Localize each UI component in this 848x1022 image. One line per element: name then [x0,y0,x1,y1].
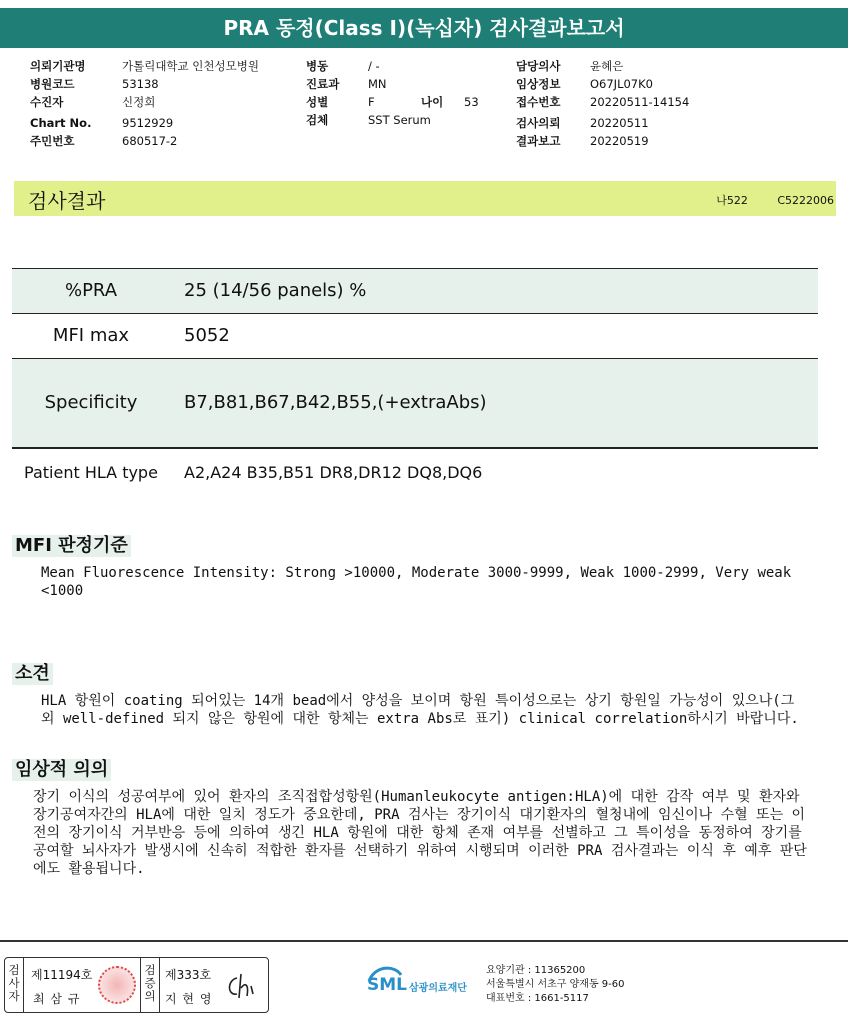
label-id-number: 주민번호 [30,134,75,148]
results-code-1: 나522 [716,194,748,207]
value-department: MN [368,77,387,91]
label-clinical-info: 임상정보 [516,77,561,91]
label-test-request: 검사의뢰 [516,116,561,130]
label-requester: 의뢰기관명 [30,59,86,73]
signature-icon [223,970,263,1002]
findings-heading: 소견 [12,663,53,685]
table-row [12,268,818,313]
row-key-specificity: Specificity [44,392,138,413]
info-line-2: 서울특별시 서초구 양재동 9-60 [486,979,625,990]
value-result-report: 20220519 [590,134,649,148]
header-values-col1 [122,57,302,150]
row-key-mfi: MFI max [52,325,130,346]
divider [159,958,160,1012]
value-specimen: SST Serum [368,113,431,127]
value-sex: F [368,95,375,109]
label-receipt-number: 접수번호 [516,95,561,109]
label-ward: 병동 [306,59,329,73]
signer1-name: 최 삼 규 [33,992,81,1006]
results-code-2: C5222006 [777,194,834,207]
table-row [12,313,818,358]
signer2-number: 제333호 [165,968,212,982]
report-title: PRA 동정(Class I)(녹십자) 검사결과보고서 [0,8,848,48]
value-clinical-info: O67JL07K0 [590,77,653,91]
value-age: 53 [464,95,479,109]
label-chart-no: Chart No. [30,116,92,130]
value-chart-no: 9512929 [122,116,174,130]
label-hospital-code: 병원코드 [30,77,75,91]
foundation-name: 삼광의료재단 [409,983,467,994]
signer1-number: 제11194호 [31,968,93,982]
signer2-name: 지 현 영 [165,992,213,1006]
info-line-1: 요양기관 : 11365200 [486,965,586,976]
seal-stamp-icon [98,966,136,1004]
value-requester: 가톨릭대학교 인천성모병원 [122,59,259,73]
results-codes [690,192,834,208]
results-band [14,181,836,216]
signature-box [4,957,269,1013]
results-heading: 검사결과 [28,189,106,213]
row-value-mfi: 5052 [184,325,230,346]
label-result-report: 결과보고 [516,134,561,148]
value-ward: / - [368,59,380,73]
mfi-heading: MFI 판정기준 [12,535,131,557]
row-key-pra: %PRA [64,280,118,301]
footer-divider [0,940,848,942]
value-test-request: 20220511 [590,116,649,130]
label-doctor: 담당의사 [516,59,561,73]
mfi-text: Mean Fluorescence Intensity: Strong >10000, Moderate 3000-9999, Weak 1000-2999, Very weak <1000 [41,565,800,599]
table-row [12,447,818,499]
value-hospital-code: 53138 [122,77,159,91]
divider [23,958,24,1012]
label-specimen: 검체 [306,113,329,127]
row-value-pra: 25 (14/56 panels) % [184,280,367,301]
divider [140,958,141,1012]
sml-logo-text: SML [367,975,407,995]
label-department: 진료과 [306,77,340,91]
value-doctor: 윤혜은 [590,59,624,73]
label-patient: 수진자 [30,95,64,109]
institution-info [486,964,625,1006]
table-row [12,358,818,447]
value-patient: 신정희 [122,95,156,109]
value-receipt-number: 20220511-14154 [590,95,690,109]
sml-logo [365,963,480,1003]
signer2-role: 검증의 [144,963,156,1003]
label-age: 나이 [421,95,444,109]
value-id-number: 680517-2 [122,134,178,148]
info-line-3: 대표번호 : 1661-5117 [486,993,589,1004]
row-key-hla: Patient HLA type [24,463,158,482]
results-table [12,268,818,499]
row-value-hla: A2,A24 B35,B51 DR8,DR12 DQ8,DQ6 [184,463,483,482]
clinical-text: 장기 이식의 성공여부에 있어 환자의 조직접합성항원(Humanleukocyte antigen:HLA)에 대한 감작 여부 및 환자와 장기공여자간의 HLA에 대한 일치 정도가 중요한데, PRA 검사는 장기이식 대기환자의 혈청내에 임신이나 수혈 또는 이전의 장기이식 거부반응 등에 의하여 생긴 HLA 항원에 대한 항체 존재 여부를 선별하고 그 특이성을 동정하여 장기를 공여할 뇌사자가 발생시에 신속히 적합한 환자를 선택하기 위하여 시행되며 이러한 PRA 검사결과는 이식 후 예후 판단에도 활용됩니다. [33,789,811,877]
findings-text: HLA 항원이 coating 되어있는 14개 bead에서 양성을 보이며 항원 특이성으로는 상기 항원일 가능성이 있으나(그 외 well-defined 되지 않은 항원에 대한 항체는 extra Abs로 표기) clinical correlation하시기 바랍니다. [41,693,803,727]
signer1-role: 검사자 [8,963,20,1003]
label-sex: 성별 [306,95,329,109]
header-labels-col1 [30,57,110,150]
clinical-heading: 임상적 의의 [12,759,111,781]
header-labels-col3 [516,57,586,150]
row-value-specificity: B7,B81,B67,B42,B55,(+extraAbs) [184,392,487,413]
header-labels-col2 [306,57,366,129]
header-values-col3 [590,57,740,150]
